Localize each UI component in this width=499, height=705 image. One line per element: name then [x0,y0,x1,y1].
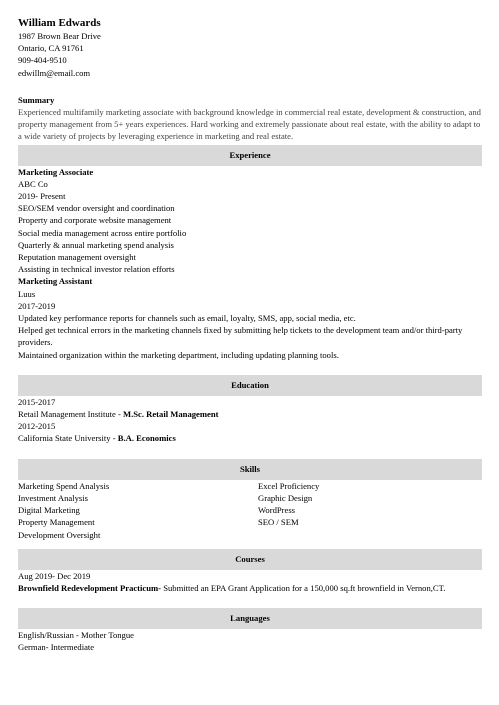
job-company: Luus [18,288,36,299]
education-entry [18,408,482,420]
school-name: Retail Management Institute - [18,409,121,420]
school-name: California State University - [18,433,116,444]
skill-item: Marketing Spend Analysis [18,480,110,491]
job-entry [18,166,482,276]
job-duty: Helped get technical errors in the marketing channels fixed by submitting help tickets to the development team and/or third-party providers. [18,325,463,348]
skill-item: Digital Marketing [18,505,80,516]
education-heading: Education [18,375,482,396]
skills-right-column [258,480,482,541]
job-duty: Social media management across entire portfolio [18,227,187,238]
skill-item: Graphic Design [258,492,313,503]
language-item: English/Russian - Mother Tongue [18,630,134,641]
skills-left-column [18,480,258,541]
education-dates: 2012-2015 [18,421,56,432]
courses-heading: Courses [18,549,482,570]
job-entry [18,275,482,360]
skill-item: Development Oversight [18,529,101,540]
job-duty: Reputation management oversight [18,252,136,263]
language-item: German- Intermediate [18,642,95,653]
job-duty: Property and corporate website management [18,215,172,226]
languages-section [18,629,482,653]
job-duty: Assisting in technical investor relation efforts [18,264,175,275]
resume-header [18,16,482,79]
languages-heading: Languages [18,608,482,629]
job-duty: SEO/SEM vendor oversight and coordination [18,203,175,214]
city-line: Ontario, CA 91761 [18,43,84,54]
address-line: 1987 Brown Bear Drive [18,31,101,41]
course-title: Brownfield Redevelopment Practicum- [18,582,162,593]
email-address: edwillm@email.com [18,67,91,78]
skills-heading: Skills [18,459,482,480]
experience-section [18,166,482,361]
resume-page [18,16,482,654]
course-entry [18,582,482,594]
education-entry [18,432,482,444]
summary-section [18,94,482,143]
skills-section [18,480,482,541]
job-duty: Quarterly & annual marketing spend analysis [18,239,174,250]
job-title: Marketing Associate [18,166,94,177]
degree-name: M.Sc. Retail Management [123,409,219,420]
course-dates: Aug 2019- Dec 2019 [18,570,91,581]
education-section [18,396,482,445]
education-dates: 2015-2017 [18,396,56,407]
course-description: Submitted an EPA Grant Application for a 150,000 sq.ft brownfield in Vernon,CT. [161,582,446,593]
job-duty: Maintained organization within the marketing department, including updating planning tools. [18,349,339,360]
experience-heading: Experience [18,145,482,166]
job-company: ABC Co [18,178,48,189]
job-dates: 2019- Present [18,191,66,202]
phone-number: 909-404-9510 [18,55,67,66]
job-dates: 2017-2019 [18,300,56,311]
skill-item: Property Management [18,517,95,528]
summary-title: Summary [18,94,55,105]
job-title: Marketing Assistant [18,276,93,287]
skill-item: Investment Analysis [18,492,88,503]
contact-info [18,30,482,79]
skill-item: SEO / SEM [258,517,299,528]
summary-text: Experienced multifamily marketing associate with background knowledge in commercial real estate, development & construction, and property management from 5+ years experiences. Hard working and extremely passionate about real estate, with the ability to adapt to a wide variety of projects by leveraging experience in marketing and real estate. [18,107,481,142]
candidate-name: William Edwards [18,17,101,29]
degree-name: B.A. Economics [117,433,176,444]
courses-section [18,570,482,594]
skill-item: WordPress [258,505,296,516]
job-duty: Updated key performance reports for channels such as email, loyalty, SMS, app, social media, etc. [18,313,356,324]
skill-item: Excel Proficiency [258,480,320,491]
